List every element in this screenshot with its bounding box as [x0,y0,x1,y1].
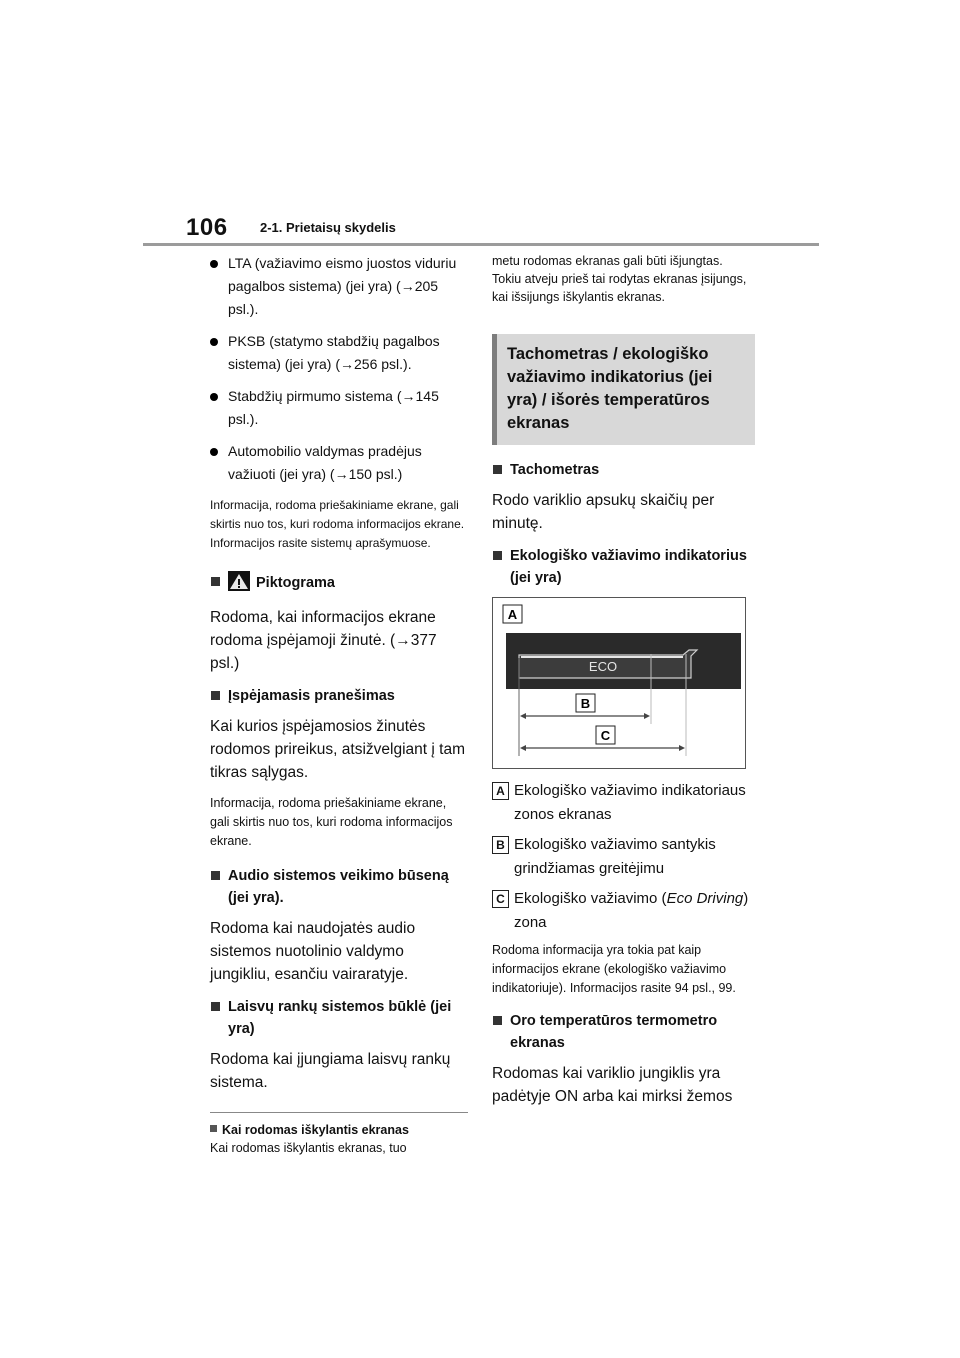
heading-text: Tachometras [510,462,600,478]
section-heading-piktograma [210,571,468,598]
section-body: Rodoma kai naudojatės audio sistemos nuotolinio valdymo jungikliu, esančiu vairaratyje. [210,920,416,983]
callout-text: Ekologiško važiavimo indikatoriaus zonos ekranas [514,782,746,823]
bullet-text: LTA (važiavimo eismo juostos viduriu pagalbos sistema) (jei yra) (→205 psl.). [228,255,457,317]
section-title: 2-1. Prietaisų skydelis [260,220,396,235]
bullet-text: Automobilio valdymas pradėjus važiuoti (jei yra) (→150 psl.) [228,443,422,482]
heading-text: Audio sistemos veikimo būseną (jei yra). [228,868,449,906]
section-body: Kai kurios įspėjamosios žinutės rodomos prireikus, atsižvelgiant į tam tikras sąlygas. [210,718,465,781]
divider [210,1112,468,1113]
header-rule [143,243,819,246]
page-number: 106 [186,214,228,241]
info-note: Informacija, rodoma priešakiniame ekrane, gali skirtis nuo tos, kuri rodoma informacijos ekrane. Informacijos rasite sistemų aprašymuose. [210,498,465,550]
square-bullet-icon [493,1016,502,1025]
callout-italic-text: Eco Driving [666,890,744,907]
bullet-item [210,252,468,321]
callout-tag: A [492,782,509,800]
bullet-text: PKSB (statymo stabdžių pagalbos sistema) (jei yra) (→256 psl.). [228,333,440,372]
heading-text: Ekologiško važiavimo indikatorius (jei yra) [510,548,747,586]
heading-text: Kai rodomas iškylantis ekranas [222,1123,409,1137]
left-column [210,252,468,1157]
eco-text: ECO [588,659,618,674]
section-heading-temperature [492,1010,750,1054]
popup-text-continued: metu rodomas ekranas gali būti išjungtas. Tokiu atveju prieš tai rodytas ekranas įsijungs, kai išsijungs iškylantis ekranas. [492,254,747,304]
heading-text: Įspėjamasis pranešimas [228,688,395,704]
arrow-b-left-head [520,713,526,719]
square-bullet-icon [211,577,220,586]
callout-text: Ekologiško važiavimo ( [514,890,667,907]
bullet-item [210,330,468,376]
callout-c [492,887,750,935]
box-title-line: važiavimo indikatorius (jei [507,368,713,386]
section-title-box [492,334,755,445]
arrow-b-right-head [644,713,650,719]
section-note: Informacija, rodoma priešakiniame ekrane, gali skirtis nuo tos, kuri rodoma informacijos ekrane. [210,796,453,848]
arrow-c-left-head [520,745,526,751]
square-bullet-icon [211,1002,220,1011]
label-c: C [600,728,611,743]
section-heading-warning-message [210,685,468,707]
heading-text: Oro temperatūros termometro ekranas [510,1013,718,1051]
section-heading-handsfree [210,996,468,1040]
callout-a [492,779,750,827]
box-title-line: ekranas [507,414,570,432]
warning-triangle-icon [228,571,250,598]
eco-note: Rodoma informacija yra tokia pat kaip informacijos ekrane (ekologiško važiavimo indikatoriuje). Informacijos rasite 94 psl., 99. [492,943,736,995]
right-column [492,252,750,1118]
section-heading-tachometer [492,459,750,481]
label-b: B [580,696,591,711]
square-bullet-icon [493,465,502,474]
bullet-dot-icon [210,393,218,401]
square-bullet-icon [210,1125,217,1132]
square-bullet-icon [211,871,220,880]
callout-text: ) zona [514,890,749,931]
bullet-item [210,440,468,486]
section-body: Rodoma, kai informacijos ekrane rodoma įspėjamoji žinutė. (→377 psl.) [210,609,437,672]
popup-text: Kai rodomas iškylantis ekranas, tuo [210,1141,407,1155]
popup-heading [210,1121,468,1139]
box-title-line: Tachometras / ekologiško [507,345,709,363]
callout-text: Ekologiško važiavimo santykis grindžiamas greitėjimu [514,836,716,877]
heading-text: Piktograma [256,575,335,591]
bullet-dot-icon [210,338,218,346]
eco-indicator-diagram [493,598,747,770]
section-heading-audio [210,865,468,909]
bullet-dot-icon [210,448,218,456]
bullet-dot-icon [210,260,218,268]
callout-b [492,833,750,881]
label-a: A [507,607,518,622]
section-body: Rodo variklio apsukų skaičių per minutę. [492,492,715,532]
section-heading-eco [492,545,750,589]
callout-tag: B [492,836,509,854]
bullet-text: Stabdžių pirmumo sistema (→145 psl.). [228,388,439,427]
eco-indicator-figure [492,597,746,769]
bullet-item [210,385,468,431]
callout-tag: C [492,890,509,908]
section-body: Rodomas kai variklio jungiklis yra padėtyje ON arba kai mirksi žemos [492,1065,733,1105]
box-title-line: yra) / išorės temperatūros [507,391,710,409]
square-bullet-icon [211,691,220,700]
section-body: Rodoma kai įjungiama laisvų rankų sistema. [210,1051,451,1091]
square-bullet-icon [493,551,502,560]
heading-text: Laisvų rankų sistemos būklė (jei yra) [228,999,452,1037]
arrow-c-right-head [679,745,685,751]
